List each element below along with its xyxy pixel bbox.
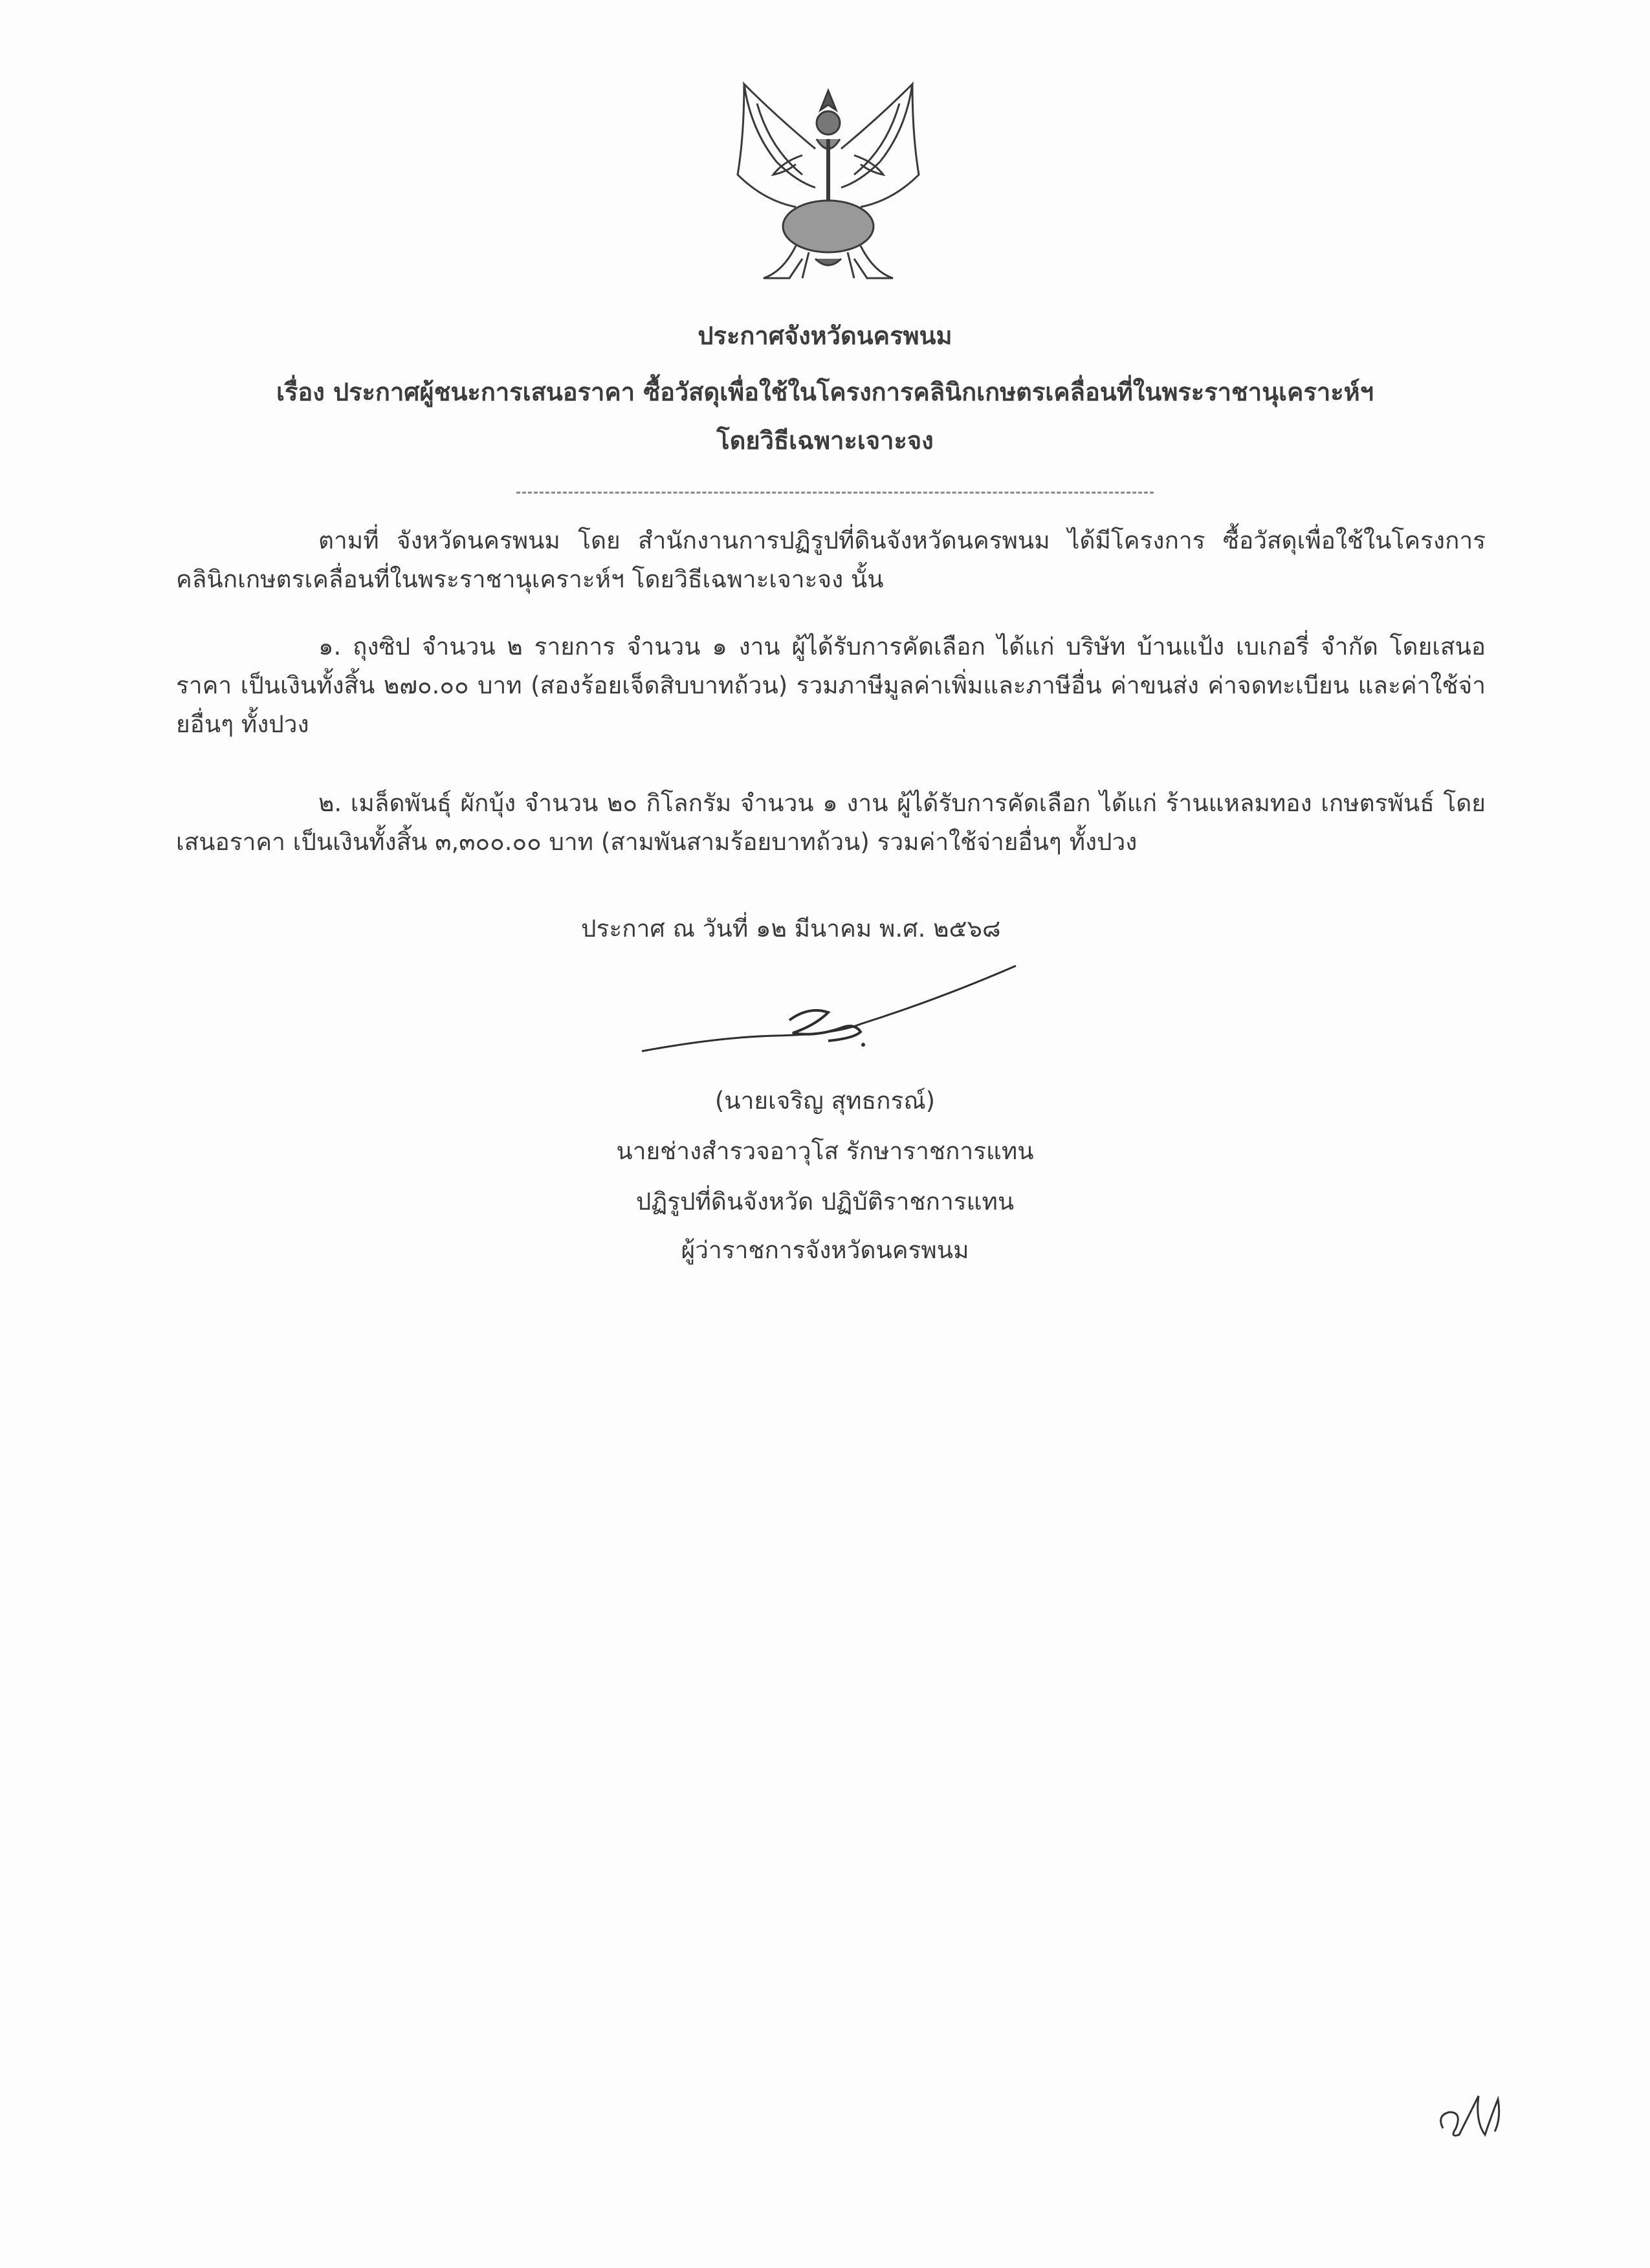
signatory-position-3: ผู้ว่าราชการจังหวัดนครพนม [681, 1236, 969, 1264]
intro-paragraph [176, 521, 1486, 599]
garuda-emblem-icon [725, 78, 932, 291]
document-subject: เรื่อง ประกาศผู้ชนะการเสนอราคา ซื้อวัสดุเพื่อใช้ในโครงการคลินิกเกษตรเคลื่อนที่ในพระราชานุเคราะห์ฯ [276, 378, 1374, 406]
document-title: ประกาศจังหวัดนครพนม [698, 322, 952, 350]
item-2-text: ๒. เมล็ดพันธุ์ ผักบุ้ง จำนวน ๒๐ กิโลกรัม จำนวน ๑ งาน ผู้ได้รับการคัดเลือก ได้แก่ ร้านแหลมทอง เกษตรพันธ์ โดยเสนอราคา เป็นเงินทั้งสิ้น ๓,๓๐๐.๐๐ บาท (สามพันสามร้อยบาทถ้วน) รวมค่าใช้จ่ายอื่นๆ ทั้งปวง [176, 789, 1486, 856]
intro-text: ตามที่ จังหวัดนครพนม โดย สำนักงานการปฏิรูปที่ดินจังหวัดนครพนม ได้มีโครงการ ซื้อวัสดุเพื่อใช้ในโครงการคลินิกเกษตรเคลื่อนที่ในพระราชานุเคราะห์ฯ โดยวิธีเฉพาะเจาะจง นั้น [176, 527, 1486, 593]
signatory-position-2: ปฏิรูปที่ดินจังหวัด ปฏิบัติราชการแทน [635, 1188, 1015, 1216]
procurement-method: โดยวิธีเฉพาะเจาะจง [716, 426, 934, 455]
list-item [176, 627, 1486, 744]
handwritten-signature [641, 961, 1029, 1064]
signatory-name: (นายเจริญ สุทธกรณ์) [714, 1087, 936, 1115]
initials-mark [1430, 2077, 1514, 2148]
announcement-date: ประกาศ ณ วันที่ ๑๒ มีนาคม พ.ศ. ๒๕๖๘ [581, 915, 1001, 943]
separator-line [516, 492, 1154, 494]
list-item [176, 784, 1486, 862]
signatory-position-1: นายช่างสำรวจอาวุโส รักษาราชการแทน [616, 1137, 1034, 1165]
item-1-text: ๑. ถุงซิป จำนวน ๒ รายการ จำนวน ๑ งาน ผู้ได้รับการคัดเลือก ได้แก่ บริษัท บ้านแป้ง เบเกอรี่ จำกัด โดยเสนอราคา เป็นเงินทั้งสิ้น ๒๗๐.๐๐ บาท (สองร้อยเจ็ดสิบบาทถ้วน) รวมภาษีมูลค่าเพิ่มและภาษีอื่น ค่าขนส่ง ค่าจดทะเบียน และค่าใช้จ่ายอื่นๆ ทั้งปวง [176, 633, 1486, 738]
